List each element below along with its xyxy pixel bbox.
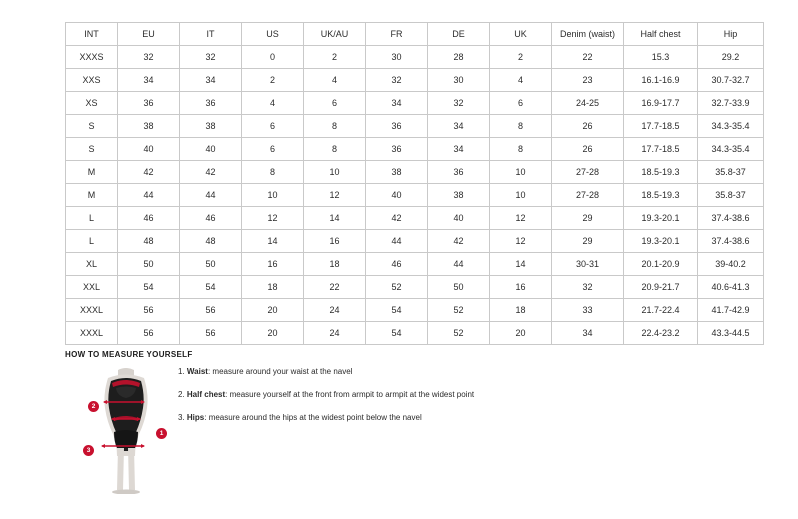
cell-uk: 20 <box>490 322 552 345</box>
column-header-us: US <box>242 23 304 46</box>
cell-int: XXS <box>66 69 118 92</box>
table-row <box>66 322 764 345</box>
cell-denim-waist: 24-25 <box>552 92 624 115</box>
table-row <box>66 253 764 276</box>
column-header-uk-au: UK/AU <box>304 23 366 46</box>
cell-fr: 52 <box>366 276 428 299</box>
cell-us: 14 <box>242 230 304 253</box>
cell-half-chest: 20.9-21.7 <box>624 276 698 299</box>
cell-fr: 54 <box>366 299 428 322</box>
cell-hip: 32.7-33.9 <box>698 92 764 115</box>
step-text: : measure around your waist at the navel <box>207 367 353 376</box>
cell-it: 56 <box>180 322 242 345</box>
cell-uk: 12 <box>490 207 552 230</box>
cell-denim-waist: 27-28 <box>552 184 624 207</box>
cell-uk-au: 8 <box>304 115 366 138</box>
cell-uk: 12 <box>490 230 552 253</box>
step-term: Hips <box>186 413 205 422</box>
cell-fr: 46 <box>366 253 428 276</box>
cell-denim-waist: 26 <box>552 138 624 161</box>
cell-it: 46 <box>180 207 242 230</box>
column-header-fr: FR <box>366 23 428 46</box>
cell-uk: 8 <box>490 115 552 138</box>
how-to-measure-title: HOW TO MEASURE YOURSELF <box>65 350 193 359</box>
cell-int: S <box>66 115 118 138</box>
cell-fr: 42 <box>366 207 428 230</box>
cell-hip: 30.7-32.7 <box>698 69 764 92</box>
column-header-uk: UK <box>490 23 552 46</box>
cell-half-chest: 18.5-19.3 <box>624 184 698 207</box>
cell-de: 44 <box>428 253 490 276</box>
measure-step-half-chest <box>178 389 608 400</box>
cell-denim-waist: 23 <box>552 69 624 92</box>
cell-int: XXL <box>66 276 118 299</box>
cell-half-chest: 16.9-17.7 <box>624 92 698 115</box>
cell-it: 48 <box>180 230 242 253</box>
column-header-hip: Hip <box>698 23 764 46</box>
cell-int: M <box>66 161 118 184</box>
cell-us: 12 <box>242 207 304 230</box>
table-row <box>66 184 764 207</box>
cell-half-chest: 18.5-19.3 <box>624 161 698 184</box>
cell-int: S <box>66 138 118 161</box>
cell-de: 34 <box>428 115 490 138</box>
cell-int: M <box>66 184 118 207</box>
cell-denim-waist: 32 <box>552 276 624 299</box>
cell-eu: 48 <box>118 230 180 253</box>
cell-hip: 34.3-35.4 <box>698 115 764 138</box>
cell-half-chest: 19.3-20.1 <box>624 207 698 230</box>
column-header-int: INT <box>66 23 118 46</box>
column-header-half-chest: Half chest <box>624 23 698 46</box>
step-text: : measure around the hips at the widest point below the navel <box>204 413 422 422</box>
figure-badge-3: 3 <box>83 445 94 456</box>
cell-uk-au: 6 <box>304 92 366 115</box>
cell-half-chest: 22.4-23.2 <box>624 322 698 345</box>
cell-hip: 41.7-42.9 <box>698 299 764 322</box>
figure-badge-2: 2 <box>88 401 99 412</box>
cell-de: 42 <box>428 230 490 253</box>
cell-fr: 40 <box>366 184 428 207</box>
cell-uk: 14 <box>490 253 552 276</box>
cell-uk-au: 22 <box>304 276 366 299</box>
cell-uk-au: 24 <box>304 299 366 322</box>
cell-uk: 10 <box>490 184 552 207</box>
cell-int: XXXL <box>66 299 118 322</box>
step-number: 1. <box>178 367 185 376</box>
table-row <box>66 92 764 115</box>
cell-us: 2 <box>242 69 304 92</box>
column-header-de: DE <box>428 23 490 46</box>
cell-de: 28 <box>428 46 490 69</box>
table-row <box>66 161 764 184</box>
cell-uk: 4 <box>490 69 552 92</box>
cell-uk: 16 <box>490 276 552 299</box>
table-row <box>66 230 764 253</box>
cell-hip: 43.3-44.5 <box>698 322 764 345</box>
cell-it: 56 <box>180 299 242 322</box>
cell-denim-waist: 29 <box>552 207 624 230</box>
cell-half-chest: 21.7-22.4 <box>624 299 698 322</box>
step-text: : measure yourself at the front from armpit to armpit at the widest point <box>225 390 475 399</box>
figure-badge-1: 1 <box>156 428 167 439</box>
cell-int: L <box>66 207 118 230</box>
cell-half-chest: 16.1-16.9 <box>624 69 698 92</box>
how-to-measure-steps <box>178 366 608 435</box>
step-term: Waist <box>186 367 208 376</box>
cell-half-chest: 15.3 <box>624 46 698 69</box>
cell-us: 0 <box>242 46 304 69</box>
cell-uk-au: 10 <box>304 161 366 184</box>
cell-eu: 44 <box>118 184 180 207</box>
cell-us: 20 <box>242 299 304 322</box>
cell-denim-waist: 26 <box>552 115 624 138</box>
cell-us: 6 <box>242 138 304 161</box>
cell-half-chest: 17.7-18.5 <box>624 138 698 161</box>
cell-eu: 54 <box>118 276 180 299</box>
cell-eu: 56 <box>118 322 180 345</box>
cell-it: 44 <box>180 184 242 207</box>
cell-it: 50 <box>180 253 242 276</box>
cell-fr: 34 <box>366 92 428 115</box>
cell-int: XL <box>66 253 118 276</box>
cell-it: 42 <box>180 161 242 184</box>
cell-denim-waist: 30-31 <box>552 253 624 276</box>
cell-int: L <box>66 230 118 253</box>
cell-eu: 42 <box>118 161 180 184</box>
cell-eu: 32 <box>118 46 180 69</box>
size-chart-container <box>65 22 750 345</box>
cell-us: 6 <box>242 115 304 138</box>
cell-uk-au: 14 <box>304 207 366 230</box>
cell-fr: 54 <box>366 322 428 345</box>
cell-fr: 38 <box>366 161 428 184</box>
cell-int: XXXL <box>66 322 118 345</box>
cell-uk: 6 <box>490 92 552 115</box>
table-header-row <box>66 23 764 46</box>
cell-eu: 40 <box>118 138 180 161</box>
cell-uk: 8 <box>490 138 552 161</box>
cell-eu: 56 <box>118 299 180 322</box>
cell-de: 34 <box>428 138 490 161</box>
cell-hip: 37.4-38.6 <box>698 207 764 230</box>
cell-eu: 36 <box>118 92 180 115</box>
cell-uk-au: 8 <box>304 138 366 161</box>
cell-uk-au: 18 <box>304 253 366 276</box>
cell-fr: 44 <box>366 230 428 253</box>
cell-eu: 38 <box>118 115 180 138</box>
cell-us: 20 <box>242 322 304 345</box>
cell-fr: 36 <box>366 115 428 138</box>
cell-half-chest: 19.3-20.1 <box>624 230 698 253</box>
cell-it: 38 <box>180 115 242 138</box>
cell-denim-waist: 29 <box>552 230 624 253</box>
cell-de: 30 <box>428 69 490 92</box>
cell-uk-au: 4 <box>304 69 366 92</box>
cell-de: 50 <box>428 276 490 299</box>
cell-us: 4 <box>242 92 304 115</box>
cell-it: 34 <box>180 69 242 92</box>
cell-de: 52 <box>428 322 490 345</box>
cell-denim-waist: 33 <box>552 299 624 322</box>
size-chart-table <box>65 22 764 345</box>
cell-int: XS <box>66 92 118 115</box>
cell-denim-waist: 27-28 <box>552 161 624 184</box>
measure-step-waist <box>178 366 608 377</box>
table-row <box>66 276 764 299</box>
cell-hip: 35.8-37 <box>698 184 764 207</box>
cell-hip: 40.6-41.3 <box>698 276 764 299</box>
cell-de: 40 <box>428 207 490 230</box>
column-header-eu: EU <box>118 23 180 46</box>
cell-us: 16 <box>242 253 304 276</box>
cell-int: XXXS <box>66 46 118 69</box>
measurement-figure <box>78 366 174 494</box>
step-number: 3. <box>178 413 185 422</box>
cell-it: 40 <box>180 138 242 161</box>
cell-us: 18 <box>242 276 304 299</box>
table-row <box>66 207 764 230</box>
column-header-denim-waist: Denim (waist) <box>552 23 624 46</box>
cell-half-chest: 17.7-18.5 <box>624 115 698 138</box>
cell-us: 8 <box>242 161 304 184</box>
cell-uk-au: 12 <box>304 184 366 207</box>
cell-uk: 18 <box>490 299 552 322</box>
cell-fr: 30 <box>366 46 428 69</box>
cell-de: 38 <box>428 184 490 207</box>
cell-hip: 29.2 <box>698 46 764 69</box>
cell-hip: 34.3-35.4 <box>698 138 764 161</box>
cell-uk-au: 2 <box>304 46 366 69</box>
cell-uk-au: 24 <box>304 322 366 345</box>
cell-hip: 35.8-37 <box>698 161 764 184</box>
cell-denim-waist: 22 <box>552 46 624 69</box>
step-term: Half chest <box>186 390 226 399</box>
cell-eu: 50 <box>118 253 180 276</box>
cell-fr: 32 <box>366 69 428 92</box>
cell-hip: 39-40.2 <box>698 253 764 276</box>
measure-step-hips <box>178 412 608 423</box>
table-row <box>66 299 764 322</box>
cell-half-chest: 20.1-20.9 <box>624 253 698 276</box>
column-header-it: IT <box>180 23 242 46</box>
cell-eu: 34 <box>118 69 180 92</box>
cell-eu: 46 <box>118 207 180 230</box>
cell-fr: 36 <box>366 138 428 161</box>
table-row <box>66 115 764 138</box>
cell-de: 52 <box>428 299 490 322</box>
cell-uk-au: 16 <box>304 230 366 253</box>
cell-uk: 10 <box>490 161 552 184</box>
cell-hip: 37.4-38.6 <box>698 230 764 253</box>
table-row <box>66 138 764 161</box>
cell-uk: 2 <box>490 46 552 69</box>
cell-de: 32 <box>428 92 490 115</box>
cell-it: 54 <box>180 276 242 299</box>
cell-denim-waist: 34 <box>552 322 624 345</box>
table-row <box>66 69 764 92</box>
cell-it: 36 <box>180 92 242 115</box>
cell-de: 36 <box>428 161 490 184</box>
step-number: 2. <box>178 390 185 399</box>
cell-us: 10 <box>242 184 304 207</box>
cell-it: 32 <box>180 46 242 69</box>
table-row <box>66 46 764 69</box>
